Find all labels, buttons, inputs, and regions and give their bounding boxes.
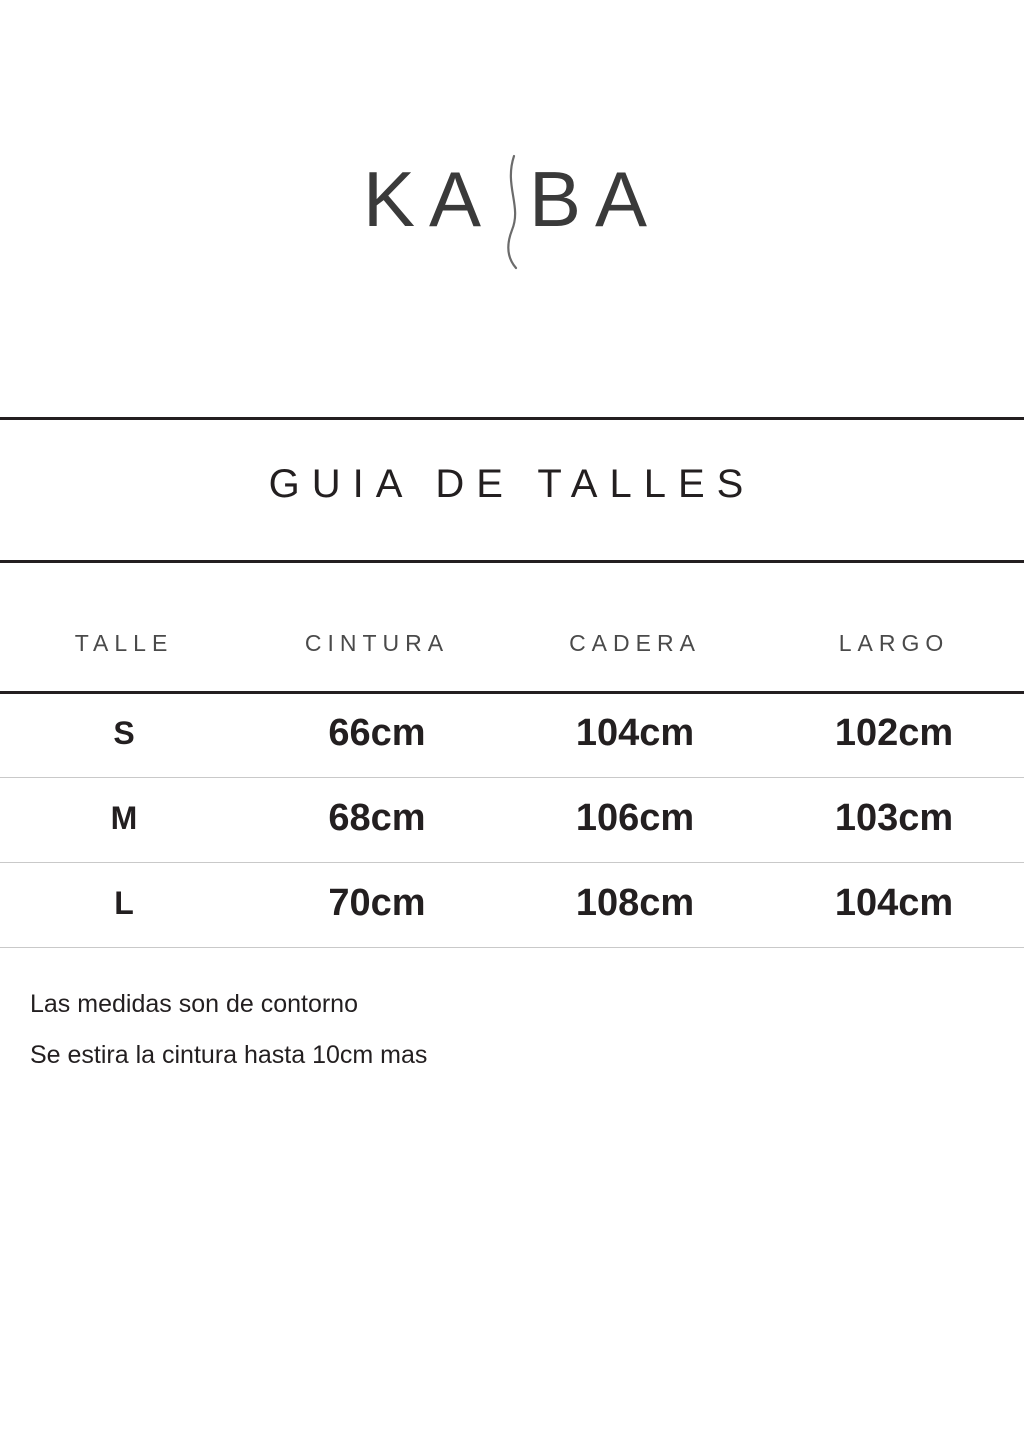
cell-talle: L xyxy=(114,885,134,921)
table-row xyxy=(0,861,1024,946)
table-row xyxy=(0,691,1024,776)
column-header-cintura: CINTURA xyxy=(304,630,450,656)
cell-largo: 103cm xyxy=(834,797,954,839)
cell-cadera: 108cm xyxy=(575,882,695,924)
size-guide-table xyxy=(0,596,1024,946)
cell-cintura: 68cm xyxy=(328,797,426,839)
note-contorno: Las medidas son de contorno xyxy=(30,990,358,1018)
cell-cadera: 104cm xyxy=(575,712,695,754)
brand-logo xyxy=(0,155,1024,243)
brand-name-right: BA xyxy=(529,155,662,243)
column-header-largo: LARGO xyxy=(838,630,950,656)
table-row xyxy=(0,776,1024,861)
column-header-talle: TALLE xyxy=(74,630,174,656)
divider-title-bottom xyxy=(0,560,1024,563)
note-cintura-estira: Se estira la cintura hasta 10cm mas xyxy=(30,1041,428,1069)
brand-swoosh-icon xyxy=(492,152,532,272)
cell-talle: S xyxy=(113,715,135,751)
divider-row-l xyxy=(0,947,1024,948)
cell-cadera: 106cm xyxy=(575,797,695,839)
column-header-cadera: CADERA xyxy=(569,630,701,656)
brand-logo-wrap xyxy=(362,155,662,243)
notes-block xyxy=(30,992,730,1094)
brand-name-left: KA xyxy=(362,155,495,243)
cell-largo: 102cm xyxy=(834,712,954,754)
cell-cintura: 66cm xyxy=(328,712,426,754)
divider-top xyxy=(0,417,1024,420)
cell-cintura: 70cm xyxy=(328,882,426,924)
table-header-row xyxy=(0,596,1024,691)
page-title: GUIA DE TALLES xyxy=(268,462,756,506)
cell-largo: 104cm xyxy=(834,882,954,924)
cell-talle: M xyxy=(110,800,138,836)
